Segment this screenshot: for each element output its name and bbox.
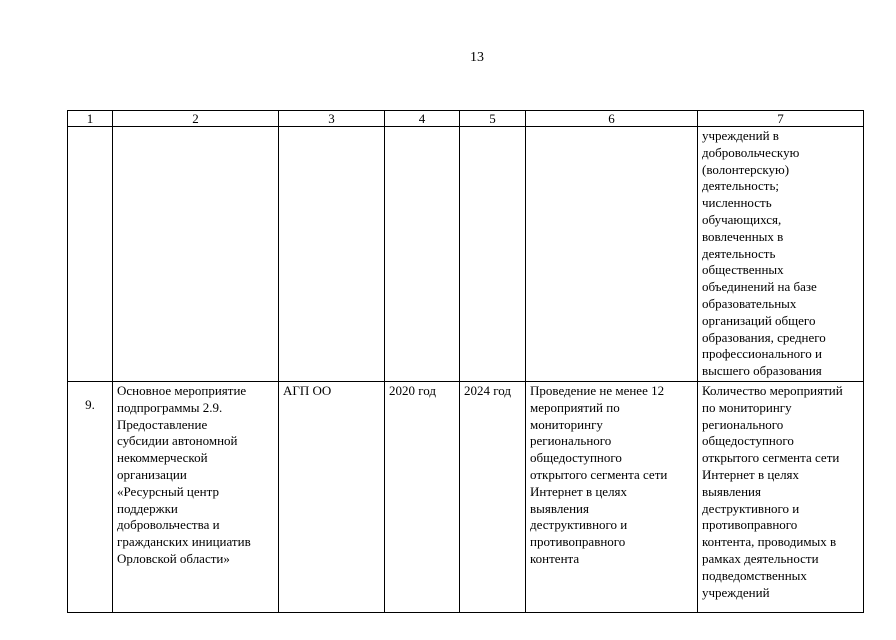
cell-empty [460, 127, 526, 382]
cell-line: мероприятий по [530, 399, 620, 415]
cell-line: общедоступного [702, 433, 794, 449]
cell-line: образовательных [702, 295, 797, 311]
cell-line: открытого сегмента сети [530, 466, 668, 482]
column-header: 6 [526, 111, 698, 127]
cell-line: «Ресурсный центр [117, 483, 219, 499]
activity-name-cell [113, 382, 279, 613]
cell-line: Интернет в целях [702, 466, 800, 482]
cell-line: вовлеченных в [702, 228, 784, 244]
cell-line: выявления [702, 483, 761, 499]
program-table [67, 110, 864, 613]
cell-line: Основное мероприятие [117, 383, 247, 398]
cell-empty [113, 127, 279, 382]
cell-line: регионального [530, 433, 612, 449]
cell-line: подведомственных [702, 567, 807, 583]
column-header: 4 [385, 111, 460, 127]
cell-line: гражданских инициатив [117, 534, 251, 550]
end-year-cell: 2024 год [460, 382, 526, 613]
cell-line: (волонтерскую) [702, 161, 790, 177]
indicator-cell [698, 127, 864, 382]
cell-empty [385, 127, 460, 382]
cell-line: контента, проводимых в [702, 534, 837, 550]
cell-line: обучающихся, [702, 211, 782, 227]
column-header: 1 [68, 111, 113, 127]
column-header: 2 [113, 111, 279, 127]
cell-line: численность [702, 195, 772, 211]
cell-line: подпрограммы 2.9. [117, 399, 223, 415]
cell-line: контента [530, 550, 580, 566]
cell-line: организаций общего [702, 312, 816, 328]
table-row-continuation [68, 127, 864, 382]
cell-line: некоммерческой [117, 450, 208, 466]
cell-line: Проведение не менее 12 [530, 383, 665, 398]
row-number: 9. [68, 382, 113, 613]
column-header: 5 [460, 111, 526, 127]
cell-line: Количество мероприятий [702, 383, 843, 398]
cell-line: Интернет в целях [530, 483, 628, 499]
indicator-cell [698, 382, 864, 613]
page-number: 13 [470, 50, 484, 65]
cell-line: субсидии автономной [117, 433, 238, 449]
cell-line: учреждений в [702, 128, 779, 143]
cell-line: деятельность [702, 245, 776, 261]
cell-line: добровольческую [702, 144, 800, 160]
cell-line: деструктивного и [530, 517, 628, 533]
executor-cell: АГП ОО [279, 382, 385, 613]
cell-empty [526, 127, 698, 382]
cell-line: мониторингу [530, 416, 603, 432]
start-year-cell: 2020 год [385, 382, 460, 613]
cell-line: объединений на базе [702, 279, 817, 295]
cell-line: организации [117, 466, 187, 482]
cell-empty [68, 127, 113, 382]
cell-line: деятельность; [702, 178, 780, 194]
table-header-row [68, 111, 864, 127]
cell-line: образования, среднего [702, 329, 826, 345]
cell-line: профессионального и [702, 346, 822, 362]
cell-line: учреждений [702, 584, 770, 600]
column-header: 7 [698, 111, 864, 127]
cell-line: противоправного [702, 517, 798, 533]
cell-line: по мониторингу [702, 399, 792, 415]
cell-line: Орловской области» [117, 550, 230, 566]
cell-line: общедоступного [530, 450, 622, 466]
column-header: 3 [279, 111, 385, 127]
cell-line: открытого сегмента сети [702, 450, 840, 466]
cell-line: противоправного [530, 534, 626, 550]
cell-line: добровольчества и [117, 517, 220, 533]
expected-result-cell [526, 382, 698, 613]
cell-line: Предоставление [117, 416, 208, 432]
table-row-9 [68, 382, 864, 613]
cell-line: регионального [702, 416, 784, 432]
cell-line: общественных [702, 262, 784, 278]
cell-line: деструктивного и [702, 500, 800, 516]
cell-line: поддержки [117, 500, 178, 516]
cell-line: высшего образования [702, 363, 822, 379]
cell-line: выявления [530, 500, 589, 516]
cell-empty [279, 127, 385, 382]
cell-line: рамках деятельности [702, 550, 819, 566]
